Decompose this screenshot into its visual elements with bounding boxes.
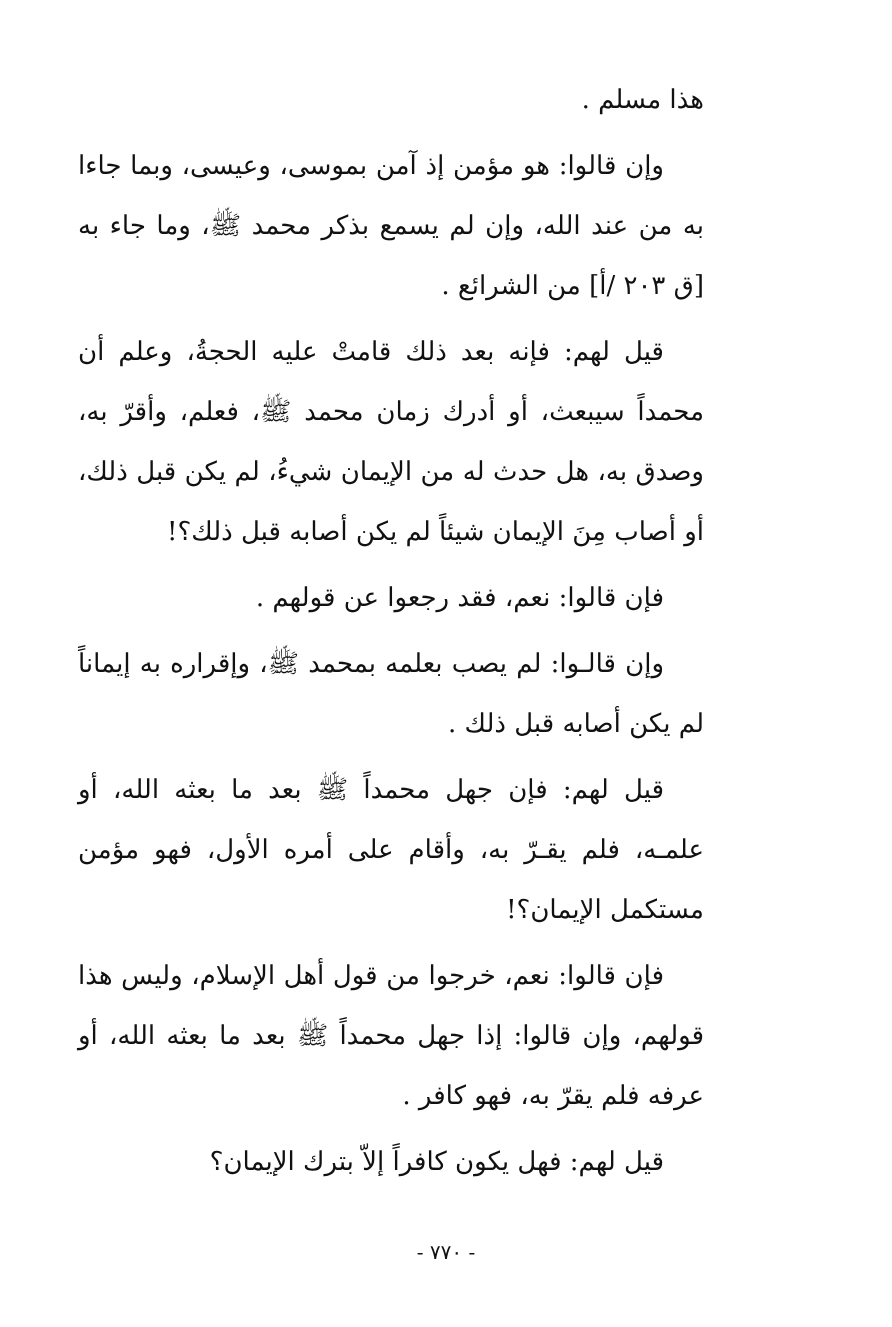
paragraph-8: قيل لهم: فهل يكون كافراً إلاّ بترك الإيمان؟ xyxy=(209,1147,664,1177)
paragraph-4: فإن قالوا: نعم، فقد رجعوا عن قولهم . xyxy=(255,583,664,613)
paragraph-1: هذا مسلم . xyxy=(581,85,704,115)
paragraph-3: قيل لهم: فإنه بعد ذلك قامتْ عليه الحجةُ، وعلم أن محمداً سيبعث، أو أدرك زمان محمد ﷺ، فعلم، وأقرّ به، وصدق به، هل حدث له من الإيمان شيءُ، لم يكن قبل ذلك، أو أصاب مِنَ الإيمان شيئاً لم يكن أصابه قبل ذلك؟! xyxy=(78,337,704,547)
paragraph-2: وإن قالوا: هو مؤمن إذ آمن بموسى، وعيسى، وبما جاءا به من عند الله، وإن لم يسمع بذكر محمد ﷺ، وما جاء به [ق ٢٠٣ /أ] من الشرائع . xyxy=(78,151,704,301)
paragraph-6: قيل لهم: فإن جهل محمداً ﷺ بعد ما بعثه الله، أو علمـه، فلم يقـرّ به، وأقام على أمره الأول، فهو مؤمن مستكمل الإيمان؟! xyxy=(78,775,704,925)
paragraph-5: وإن قالـوا: لم يصب بعلمه بمحمد ﷺ، وإقراره به إيماناً لم يكن أصابه قبل ذلك . xyxy=(78,649,704,739)
body-text xyxy=(78,70,704,1198)
page-number: - ٧٧٠ - xyxy=(416,1240,476,1264)
paragraph-7: فإن قالوا: نعم، خرجوا من قول أهل الإسلام، وليس هذا قولهم، وإن قالوا: إذا جهل محمداً ﷺ بعد ما بعثه الله، أو عرفه فلم يقرّ به، فهو كافر . xyxy=(78,961,704,1111)
